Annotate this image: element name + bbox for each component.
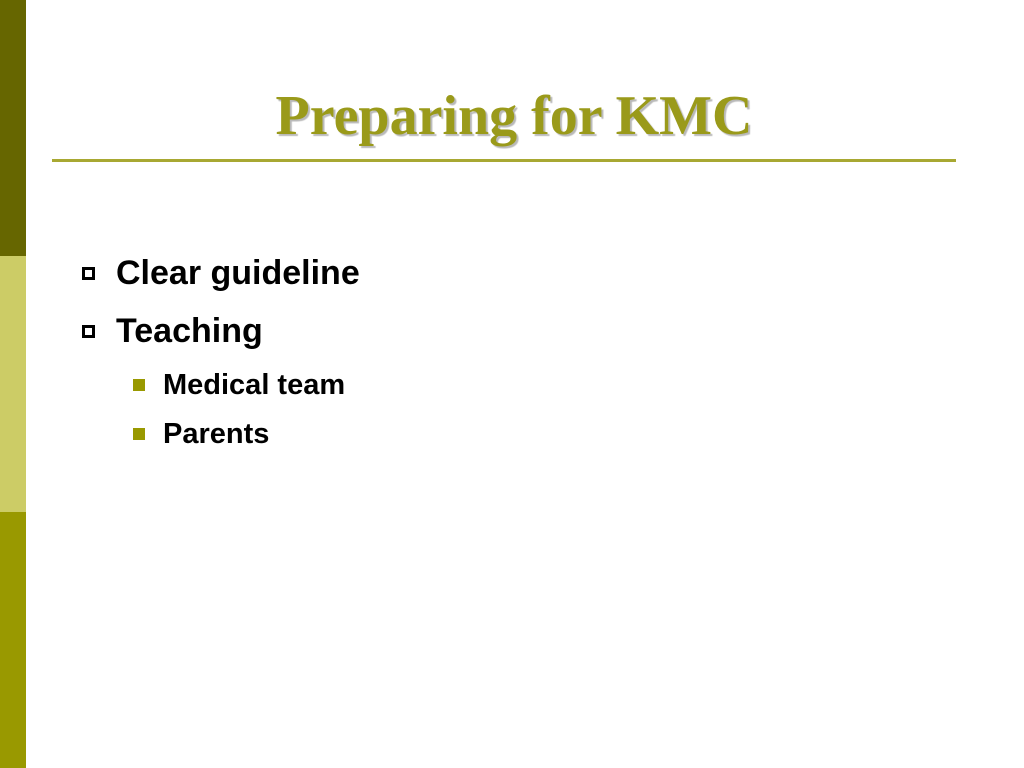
- sub-bullet-group: [80, 364, 360, 455]
- bullet-text: Clear guideline: [116, 253, 360, 292]
- bullet-item: [80, 248, 360, 298]
- filled-square-bullet-icon: [133, 428, 145, 440]
- sub-bullet-list: [80, 364, 360, 455]
- sub-bullet-text: Medical team: [163, 368, 346, 401]
- title-underline: [52, 159, 956, 162]
- filled-square-bullet-icon: [133, 379, 145, 391]
- sub-bullet-text: Parents: [163, 417, 270, 450]
- bullet-text: Teaching: [116, 311, 263, 350]
- bullet-item: [80, 306, 360, 356]
- sub-bullet-item: [133, 413, 360, 455]
- slide-title: Preparing for KMC: [275, 85, 753, 147]
- side-stripe-dark: [0, 0, 26, 256]
- hollow-square-bullet-icon: [82, 325, 95, 338]
- side-stripe-light: [0, 256, 26, 512]
- hollow-square-bullet-icon: [82, 267, 95, 280]
- sub-bullet-item: [133, 364, 360, 406]
- bullet-list: [80, 248, 360, 462]
- side-stripe-medium: [0, 512, 26, 768]
